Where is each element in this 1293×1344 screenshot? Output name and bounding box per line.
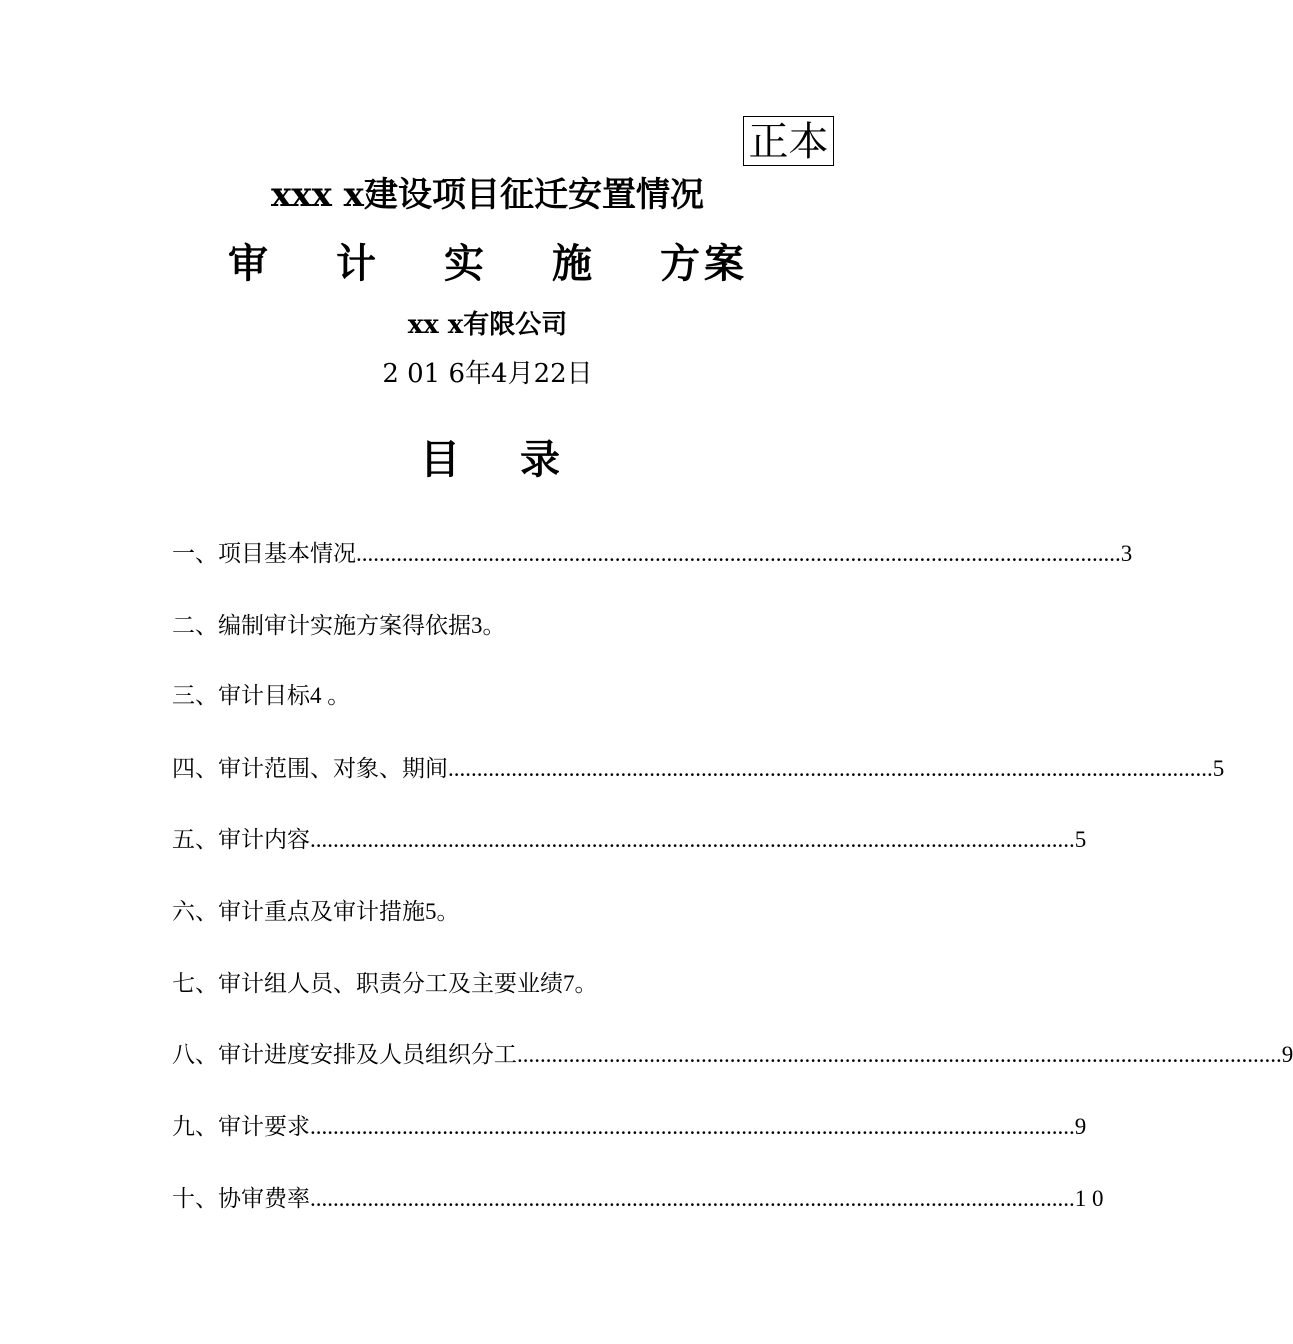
title-char: 方案 [660,240,748,287]
toc-leader: ..................................................................................................................................... [356,541,1121,566]
toc-leader: ..................................................................................................................................... [310,1114,1075,1139]
toc-heading-char: 目 [420,436,460,483]
toc-entry-label: 六、审计重点及审计措施 [172,899,425,925]
toc-entry[interactable] [172,966,598,1002]
toc-leader: ..................................................................................................................................... [448,756,1213,781]
toc-entry-label: 一、项目基本情况 [172,541,356,567]
toc-entry[interactable] [172,1037,1293,1073]
toc-entry-label: 四、审计范围、对象、期间 [172,756,448,782]
toc-entry-label: 八、审计进度安排及人员组织分工 [172,1042,517,1068]
toc-entry-label: 九、审计要求 [172,1114,310,1140]
toc-entry-page: 5 [1212,756,1225,781]
toc-entry-label: 五、审计内容 [172,827,310,853]
toc-entry-page: 7。 [563,971,598,996]
company-name: xx x有限公司 [407,310,568,340]
toc-entry[interactable] [172,1181,1104,1217]
toc-entry-page: 1 0 [1074,1186,1104,1211]
toc-entry-label: 二、编制审计实施方案得依据 [172,613,471,639]
toc-entry[interactable] [172,536,1133,572]
toc-entry[interactable] [172,1109,1087,1145]
toc-entry-page: 3。 [471,613,506,638]
document-title-line2 [228,236,748,292]
title-char: 施 [552,240,592,287]
document-title-line1: xxx x建设项目征迁安置情况 [271,175,704,215]
toc-entry-label: 三、审计目标 [172,683,310,709]
toc-entry[interactable] [172,608,506,644]
toc-entry[interactable] [172,822,1087,858]
toc-entry-page: 9 [1074,1114,1087,1139]
toc-heading-char: 录 [520,436,560,483]
toc-entry[interactable] [172,678,350,714]
title-char: 计 [336,240,376,287]
toc-entry-page: 3 [1120,541,1133,566]
toc-entry-label: 七、审计组人员、职责分工及主要业绩 [172,971,563,997]
document-date: 2 01 6年4月22日 [382,359,593,389]
title-char: 审 [228,240,268,287]
toc-leader: ..................................................................................................................................... [310,827,1075,852]
toc-entry[interactable] [172,751,1225,787]
toc-heading [420,432,560,488]
toc-leader: ..................................................................................................................................... [310,1186,1075,1211]
toc-entry-page: 9 [1281,1042,1293,1067]
toc-entry-label: 十、协审费率 [172,1186,310,1212]
toc-leader: ..................................................................................................................................... [517,1042,1282,1067]
title-char: 实 [444,240,484,287]
toc-entry-page: 5。 [425,899,460,924]
toc-entry-page: 5 [1074,827,1087,852]
toc-entry[interactable] [172,894,460,930]
original-copy-stamp: 正本 [743,116,834,166]
toc-entry-page: 4 。 [310,683,351,708]
